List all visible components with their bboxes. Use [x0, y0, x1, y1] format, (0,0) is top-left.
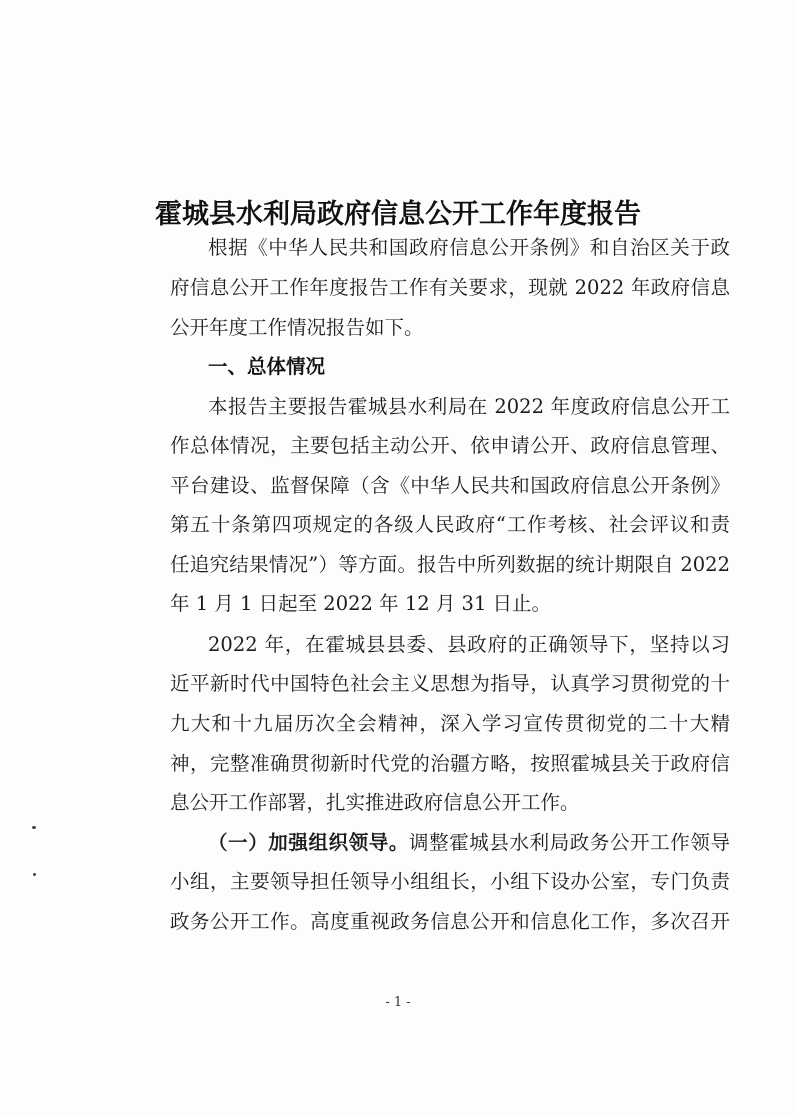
subsection1-line-1	[208, 831, 730, 855]
section1-p2-line-2: 近平新时代中国特色社会主义思想为指导，认真学习贯彻党的十	[170, 672, 730, 695]
subsection1-line-3: 政务公开工作。高度重视政务信息公开和信息化工作，多次召开	[170, 910, 730, 933]
section1-p1-line-6: 年 1 月 1 日起至 2022 年 12 月 31 日止。	[170, 592, 552, 615]
scan-speck	[32, 826, 36, 829]
subsection1-line-2: 小组，主要领导担任领导小组组长，小组下设办公室，专门负责	[170, 870, 730, 893]
intro-line-3: 公开年度工作情况报告如下。	[170, 316, 424, 339]
section1-p2-line-3: 九大和十九届历次全会精神，深入学习宣传贯彻党的二十大精	[170, 712, 730, 735]
section1-p1-line-2: 作总体情况，主要包括主动公开、依申请公开、政府信息管理、	[170, 434, 730, 457]
subsection1-heading: （一）加强组织领导。	[208, 831, 409, 854]
section1-p2-line-5: 息公开工作部署，扎实推进政府信息公开工作。	[170, 791, 580, 814]
section1-p1-line-1: 本报告主要报告霍城县水利局在 2022 年度政府信息公开工	[208, 395, 730, 418]
section1-p2-line-1: 2022 年，在霍城县县委、县政府的正确领导下，坚持以习	[208, 633, 730, 656]
section1-p1-line-3: 平台建设、监督保障（含《中华人民共和国政府信息公开条例》	[170, 474, 730, 497]
subsection1-line-1-text: 调整霍城县水利局政务公开工作领导	[409, 831, 730, 854]
intro-line-2: 府信息公开工作年度报告工作有关要求，现就 2022 年政府信息	[170, 276, 730, 299]
section1-p1-line-4: 第五十条第四项规定的各级人民政府“工作考核、社会评议和责	[170, 513, 730, 536]
intro-line-1: 根据《中华人民共和国政府信息公开条例》和自治区关于政	[208, 236, 730, 259]
scan-speck	[33, 873, 36, 876]
section-heading-overview: 一、总体情况	[208, 355, 326, 378]
section1-p2-line-4: 神，完整准确贯彻新时代党的治疆方略，按照霍城县关于政府信	[170, 752, 730, 775]
section1-p1-line-5: 任追究结果情况”）等方面。报告中所列数据的统计期限自 2022	[170, 553, 730, 576]
page-number: - 1 -	[385, 995, 411, 1010]
document-title: 霍城县水利局政府信息公开工作年度报告	[155, 199, 641, 230]
